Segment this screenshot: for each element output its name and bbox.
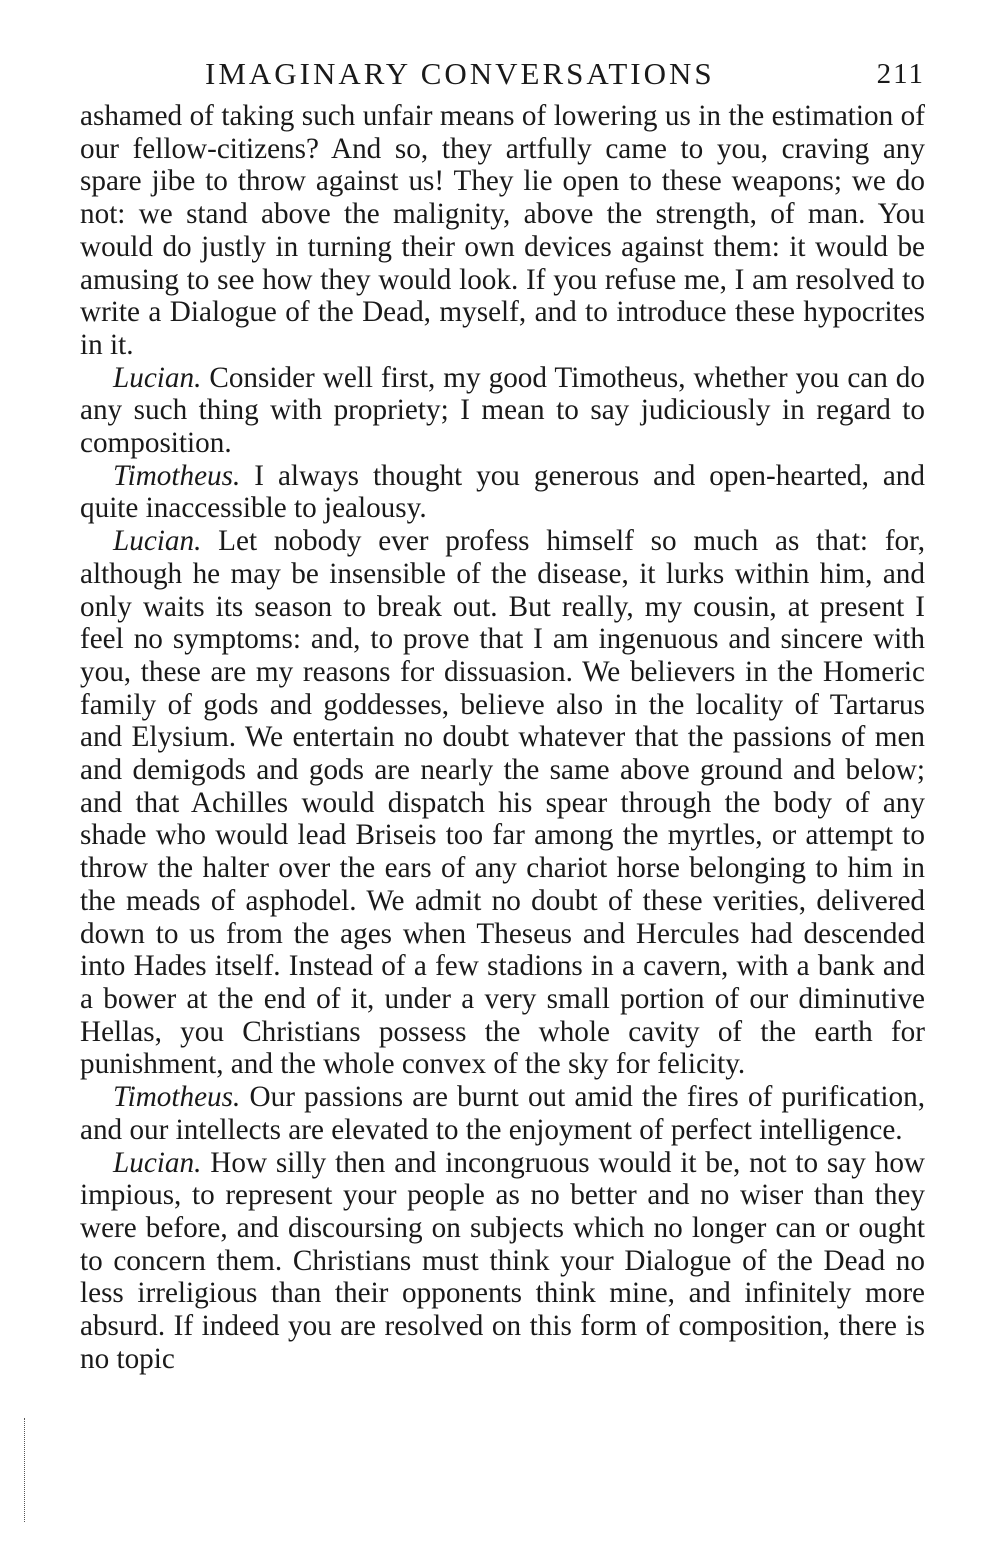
paragraph-text: How silly then and incongruous would it be, not to say how impious, to represent your people as no better and no wiser than they were before, and discoursing on subjects which no longer can or ought to concern them. Christians must think your Dialogue of the Dead no less irreligious than their opponents think mine, and infinitely more absurd. If indeed you are resolved on this form of composition, there is no topic <box>80 1146 925 1375</box>
dialogue-paragraph <box>80 525 925 1081</box>
paragraph-text: Let nobody ever profess himself so much as that: for, although he may be insensible of the disease, it lurks within him, and only waits its season to break out. But really, my cousin, at present I feel no symptoms: and, to prove that I am ingenuous and sincere with you, these are my reasons for dissuasion. We believers in the Homeric family of gods and goddesses, believe also in the locality of Tartarus and Elysium. We entertain no doubt whatever that the passions of men and demigods and gods are nearly the same above ground and below; and that Achilles would dispatch his spear through the body of any shade who would lead Briseis too far among the myrtles, or attempt to throw the halter over the ears of any chariot horse belonging to him in the meads of asphodel. We admit no doubt of these verities, delivered down to us from the ages when Theseus and Hercules had descended into Hades itself. Instead of a few stadions in a cavern, with a bank and a bower at the end of it, under a very small portion of our diminutive Hellas, you Christians possess the whole cavity of the earth for punishment, and the whole convex of the sky for felicity. <box>80 525 925 1081</box>
paragraph-text: I always thought you generous and open-hearted, and quite inaccessible to jealousy. <box>80 459 925 525</box>
margin-dotted-rule <box>24 1418 25 1522</box>
paragraph-continuation <box>80 100 925 362</box>
page-number: 211 <box>876 58 925 90</box>
speaker-name: Timotheus. <box>113 459 241 492</box>
dialogue-paragraph <box>80 1081 925 1146</box>
paragraph-text: Consider well first, my good Timotheus, whether you can do any such thing with propriety; I mean to say judiciously in regard to composition. <box>80 361 925 460</box>
book-page <box>80 56 925 1375</box>
dialogue-paragraph <box>80 460 925 525</box>
dialogue-paragraph <box>80 1147 925 1376</box>
running-title: IMAGINARY CONVERSATIONS <box>205 56 715 91</box>
paragraph-text: ashamed of taking such unfair means of lowering us in the estimation of our fellow-citizens? And so, they artfully came to you, craving any spare jibe to throw against us! They lie open to these weapons; we do not: we stand above the malignity, above the strength, of man. You would do justly in turning their own devices against them: it would be amusing to see how they would look. If you refuse me, I am resolved to write a Dialogue of the Dead, myself, and to introduce these hypocrites in it. <box>80 100 925 361</box>
speaker-name: Timotheus. <box>113 1081 241 1114</box>
body-text <box>80 100 925 1375</box>
paragraph-text: Our passions are burnt out amid the fires of purification, and our intellects are elevated to the enjoyment of perfect intelligence. <box>80 1081 925 1146</box>
speaker-name: Lucian. <box>113 525 202 558</box>
dialogue-paragraph <box>80 362 925 460</box>
speaker-name: Lucian. <box>113 361 202 394</box>
running-head <box>80 56 925 100</box>
speaker-name: Lucian. <box>113 1146 202 1179</box>
